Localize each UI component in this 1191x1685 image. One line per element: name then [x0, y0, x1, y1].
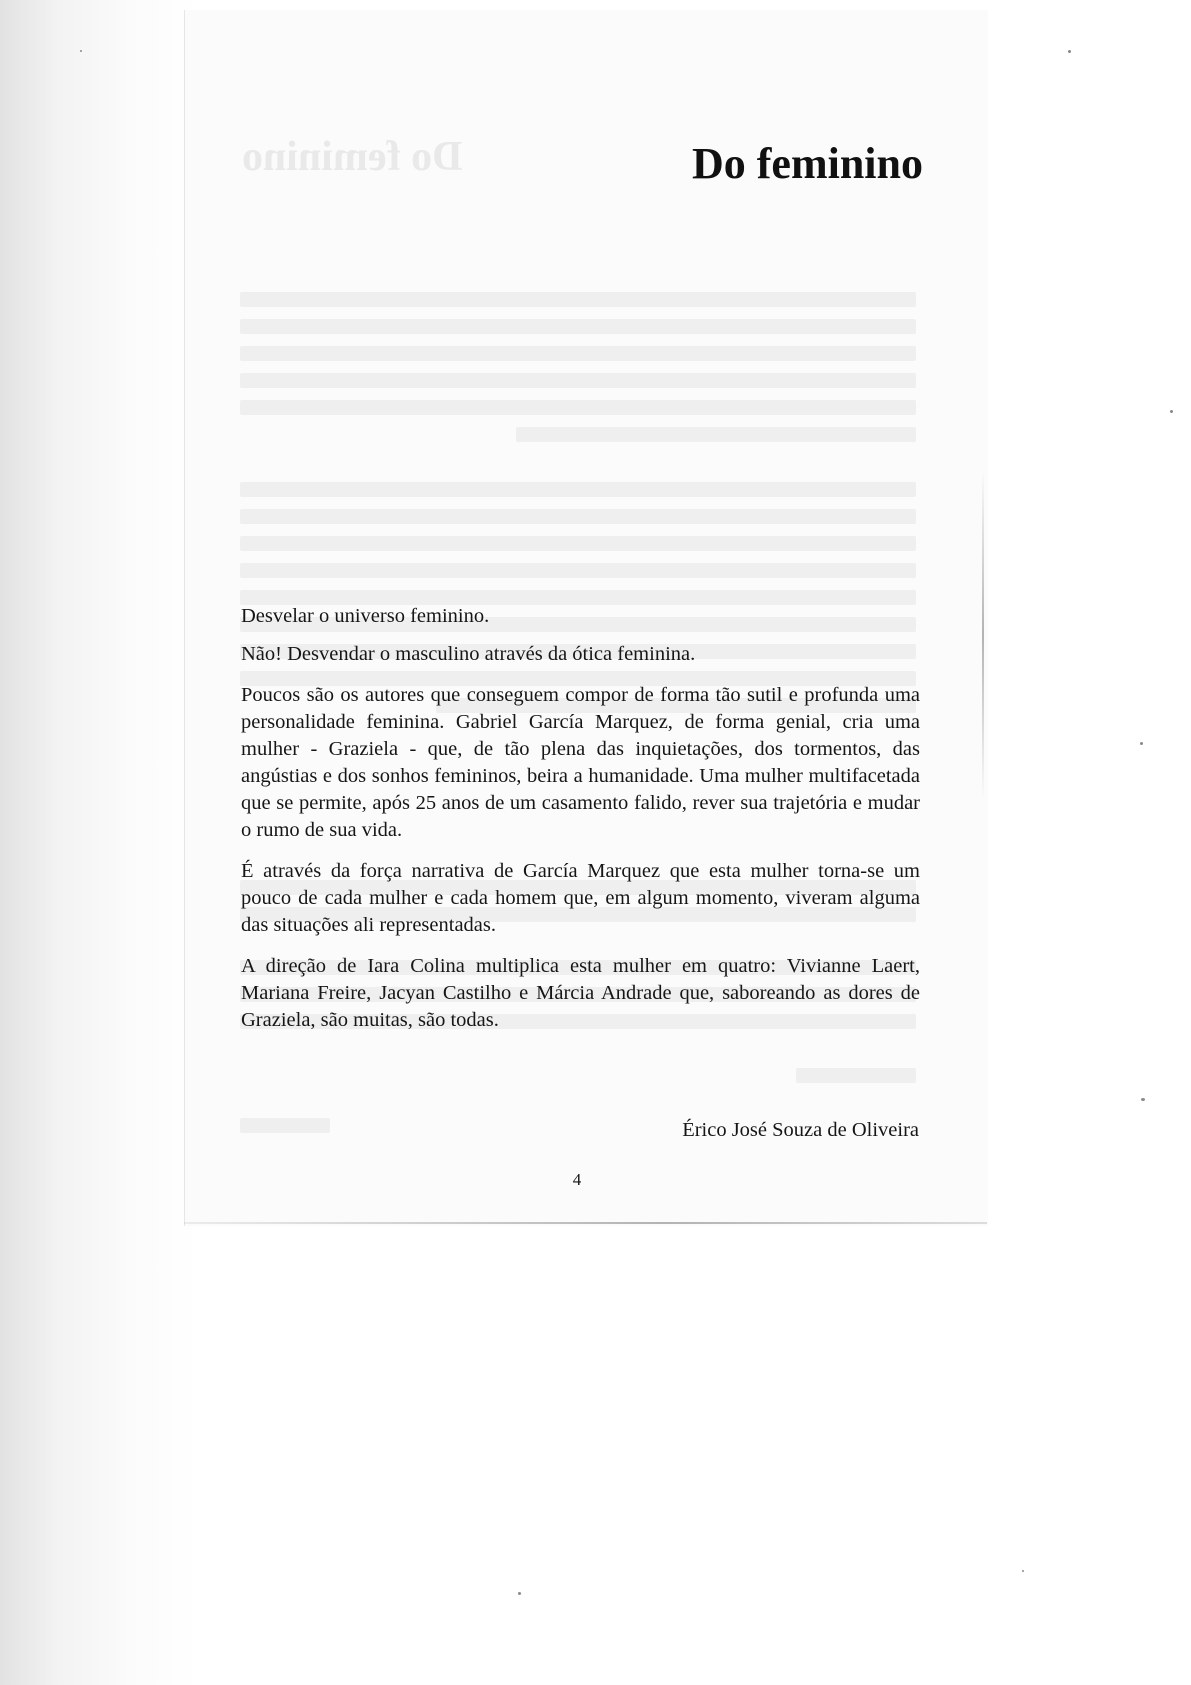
paragraph: É através da força narrativa de García Marquez que esta mulher torna-se um pouco de cada mulher e cada homem que, em algum momento, viveram alguma das situações ali representadas.	[241, 860, 920, 936]
show-through-text	[240, 482, 916, 497]
dust-speck	[1140, 742, 1143, 745]
body-text	[241, 603, 920, 1048]
dust-speck	[80, 50, 82, 52]
page-number: 4	[572, 1170, 582, 1189]
dust-speck	[1141, 1098, 1145, 1101]
paragraph: Desvelar o universo feminino.	[241, 605, 490, 627]
show-through-text	[516, 427, 916, 442]
show-through-text	[240, 536, 916, 551]
paragraph: A direção de Iara Colina multiplica esta mulher em quatro: Vivianne Laert, Mariana Freire, Jacyan Castilho e Márcia Andrade que, saboreando as dores de Graziela, são muitas, são todas.	[241, 955, 920, 1031]
show-through-text	[796, 1068, 916, 1083]
dust-speck	[1022, 1570, 1024, 1572]
show-through-text	[240, 563, 916, 578]
show-through-text	[240, 346, 916, 361]
show-through-text	[240, 400, 916, 415]
page-bottom-edge	[184, 1222, 987, 1224]
page-title: Do feminino	[692, 139, 923, 188]
dust-speck	[1170, 410, 1173, 413]
dust-speck	[518, 1592, 521, 1595]
paragraph: Poucos são os autores que conseguem compor de forma tão sutil e profunda uma personalidade feminina. Gabriel García Marquez, de forma genial, cria uma mulher - Graziela - que, de tão plena das inquietações, dos tormentos, das angústias e dos sonhos femininos, beira a humanidade. Uma mulher multifacetada que se permite, após 25 anos de um casamento falido, rever sua trajetória e mudar o rumo de sua vida.	[241, 684, 920, 841]
show-through-heading: Do feminino	[242, 134, 463, 180]
page-right-edge	[982, 470, 984, 800]
author-signature: Érico José Souza de Oliveira	[682, 1119, 919, 1141]
show-through-text	[240, 292, 916, 307]
show-through-text	[240, 1118, 330, 1133]
dust-speck	[1068, 50, 1071, 53]
show-through-text	[240, 319, 916, 334]
paragraph: Não! Desvendar o masculino através da ótica feminina.	[241, 643, 696, 665]
show-through-text	[240, 509, 916, 524]
show-through-text	[240, 373, 916, 388]
